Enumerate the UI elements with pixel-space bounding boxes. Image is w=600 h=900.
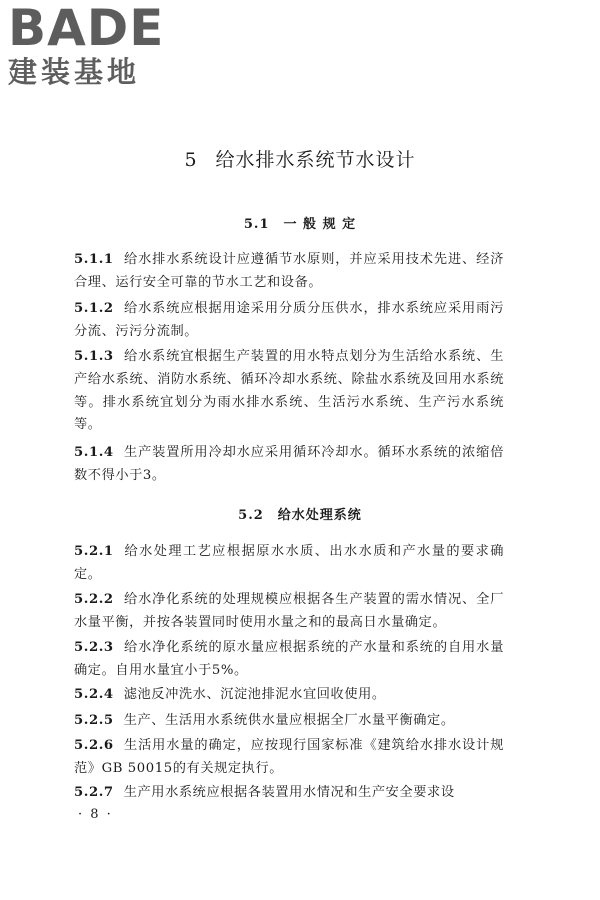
clause-text: 给水排水系统设计应遵循节水原则，并应采用技术先进、经济合理、运行安全可靠的节水工艺和设备。 (74, 252, 504, 290)
section-number: 5.2 (238, 508, 264, 523)
clause-text: 生产用水系统应根据各装置用水情况和生产安全要求设 (123, 785, 455, 800)
clause-5-1-1 (74, 249, 504, 295)
chapter-heading (0, 145, 600, 172)
clause-number: 5.1.2 (74, 301, 114, 316)
clause-5-2-3 (74, 637, 504, 683)
clause-5-1-2 (74, 298, 504, 344)
logo (8, 2, 178, 88)
clause-text: 生产装置所用冷却水应采用循环冷却水。循环水系统的浓缩倍数不得小于3。 (74, 445, 504, 483)
clause-number: 5.2.2 (74, 592, 114, 607)
clause-text: 给水净化系统的处理规模应根据各生产装置的需水情况、全厂水量平衡，并按各装置同时使用水量之和的最高日水量确定。 (74, 592, 504, 630)
clause-number: 5.1.4 (74, 445, 114, 460)
section-number: 5.1 (243, 217, 270, 232)
clause-5-2-6 (74, 735, 504, 781)
clause-5-2-7 (74, 782, 504, 805)
clause-number: 5.2.4 (74, 687, 114, 702)
clause-number: 5.1.3 (74, 349, 114, 364)
chapter-number: 5 (184, 149, 198, 171)
clause-text: 生产、生活用水系统供水量应根据全厂水量平衡确定。 (123, 713, 455, 728)
section-heading-5-2 (0, 504, 600, 523)
clause-5-2-1 (74, 541, 504, 587)
clause-5-1-3 (74, 346, 504, 437)
section-title: 一 般 规 定 (283, 217, 357, 232)
page-number: · 8 · (78, 807, 113, 822)
clause-text: 给水处理工艺应根据原水水质、出水水质和产水量的要求确定。 (74, 544, 504, 582)
clause-number: 5.2.6 (74, 738, 114, 753)
clause-number: 5.2.7 (74, 785, 114, 800)
logo-wordmark: BADE (8, 0, 165, 57)
section-heading-5-1 (0, 213, 600, 232)
clause-text: 给水系统应根据用途采用分质分压供水，排水系统应采用雨污分流、污污分流制。 (74, 301, 504, 339)
clause-5-2-5 (74, 710, 504, 733)
clause-5-2-2 (74, 589, 504, 635)
clause-5-1-4 (74, 442, 504, 488)
logo-subtitle: 建装基地 (8, 55, 141, 89)
clause-text: 给水净化系统的原水量应根据系统的产水量和系统的自用水量确定。自用水量宜小于5%。 (74, 640, 504, 678)
clause-number: 5.2.3 (74, 640, 114, 655)
section-title: 给水处理系统 (277, 508, 362, 523)
clause-number: 5.2.5 (74, 713, 114, 728)
clause-text: 给水系统宜根据生产装置的用水特点划分为生活给水系统、生产给水系统、消防水系统、循环冷却水系统、除盐水系统及回用水系统等。排水系统宜划分为雨水排水系统、生活污水系统、生产污水系统等。 (74, 349, 504, 433)
clause-number: 5.2.1 (74, 544, 114, 559)
clause-number: 5.1.1 (74, 252, 114, 267)
chapter-title: 给水排水系统节水设计 (215, 149, 416, 171)
clause-text: 滤池反冲洗水、沉淀池排泥水宜回收使用。 (123, 687, 386, 702)
clause-text: 生活用水量的确定，应按现行国家标准《建筑给水排水设计规范》GB 50015的有关规定执行。 (74, 738, 504, 776)
clause-5-2-4 (74, 684, 504, 707)
